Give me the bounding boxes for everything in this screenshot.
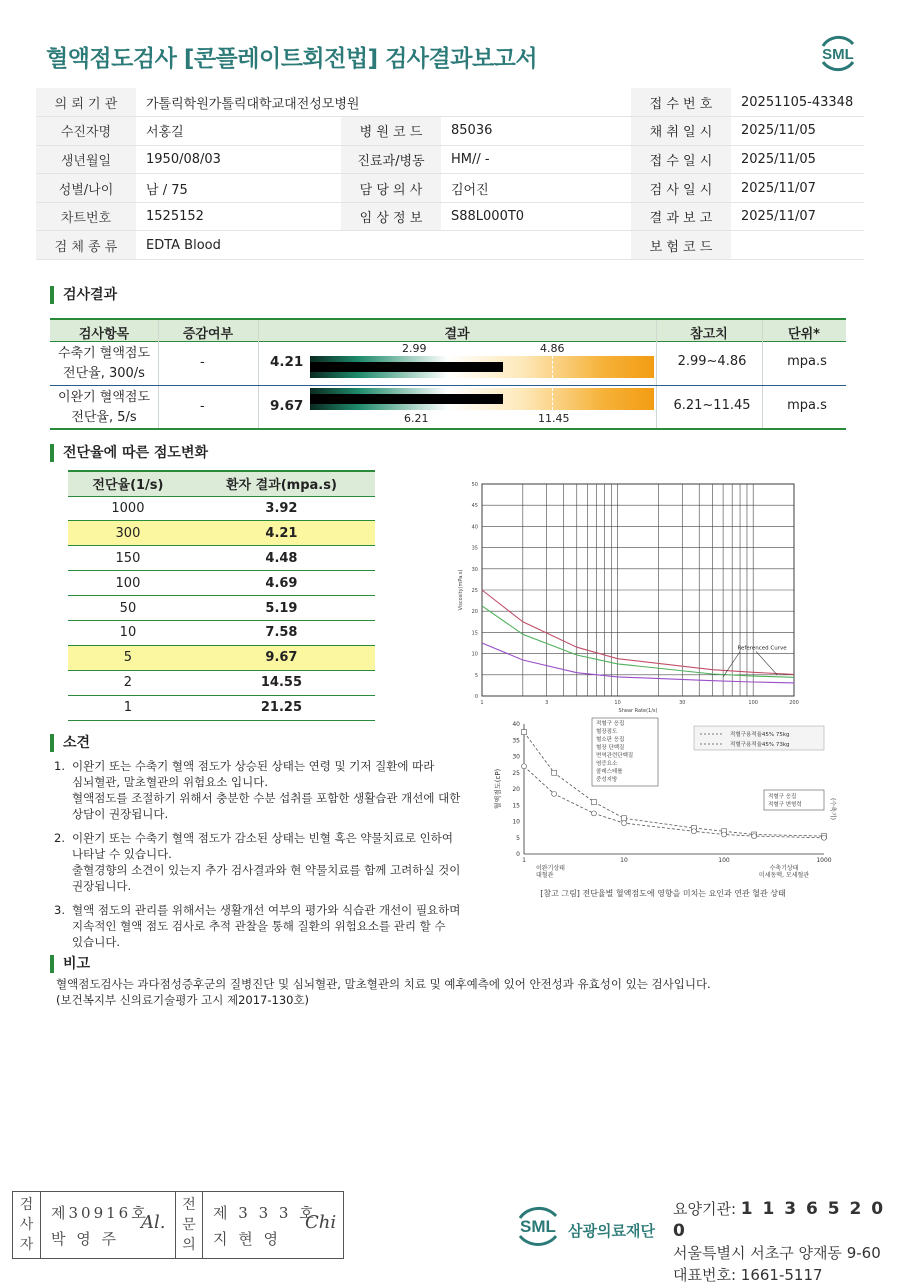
remark-section-title: 비고 (50, 955, 90, 973)
y-axis-label: Viscosity(mPa.s) (458, 569, 464, 611)
clinical-value: S88L000T0 (441, 202, 631, 231)
result-name: 수축기 혈액점도 전단율, 300/s (57, 346, 151, 381)
shear-rate: 1000 (68, 496, 188, 521)
result-row-diastolic (50, 386, 846, 430)
shear-rate: 150 (68, 546, 188, 571)
bar-high-label: 11.45 (538, 412, 570, 425)
dept-label: 진료과/병동 (341, 145, 441, 174)
y-tick-label: 20 (512, 786, 520, 793)
factor-label: 면역관련단백질 (596, 753, 634, 759)
specimen-label: 검 체 종 류 (36, 231, 136, 260)
data-point (691, 829, 696, 834)
shear-rate: 10 (68, 620, 188, 645)
result-change: - (200, 355, 205, 370)
data-point (722, 832, 727, 837)
x-tick-label: 200 (789, 700, 799, 706)
hospital-code-label: 병 원 코 드 (341, 117, 441, 146)
shear-value: 5.19 (188, 596, 375, 621)
inspector-signature: Al. (141, 1212, 166, 1233)
y-tick-label: 15 (471, 630, 478, 637)
clinical-label: 임 상 정 보 (341, 202, 441, 231)
x-tick-label: 1 (480, 700, 484, 706)
x-tick-label: 3 (545, 700, 549, 706)
shear-value: 14.55 (188, 670, 375, 695)
y-tick-label: 35 (512, 737, 520, 745)
shear-value: 21.25 (188, 695, 375, 720)
collect-date-value: 2025/11/05 (731, 117, 864, 146)
header-item: 검사항목 (78, 327, 130, 342)
receipt-no-label: 접 수 번 호 (631, 88, 731, 117)
shear-rate: 1 (68, 695, 188, 720)
shear-value: 4.69 (188, 571, 375, 596)
result-gauge (310, 388, 654, 410)
result-name: 이완기 혈액점도 전단율, 5/s (57, 390, 151, 425)
test-date-label: 검 사 일 시 (631, 174, 731, 203)
y-axis-label: 혈액점도(cP) (494, 768, 502, 810)
x-right-note: 미세동맥, 모세혈관 (758, 872, 810, 879)
y-tick-label: 25 (512, 769, 520, 777)
data-point (552, 791, 557, 796)
opinion-section-title: 소견 (50, 734, 90, 752)
report-date-label: 결 과 보 고 (631, 202, 731, 231)
x-tick-label: 1 (522, 857, 526, 864)
results-section-title: 검사결과 (50, 286, 117, 304)
y-tick-label: 15 (512, 802, 520, 810)
specialist-name: 지 현 영 (213, 1230, 282, 1248)
legend-label: 적혈구용적율45% 73kg (730, 742, 790, 748)
institution-value: 가톨릭학원가톨릭대학교대전성모병원 (136, 88, 631, 117)
bar-low-label: 6.21 (404, 412, 429, 425)
shear-row (68, 695, 375, 720)
y-tick-label: 40 (471, 524, 478, 531)
shear-value: 4.21 (188, 521, 375, 546)
right-factor-label: 적혈구 변형력 (768, 802, 802, 808)
sex-age-label: 성별/나이 (36, 174, 136, 203)
viscosity-chart (452, 478, 802, 718)
sex-age-value: 남 / 75 (136, 174, 341, 203)
patient-info-table (36, 88, 864, 260)
signature-stamp (12, 1191, 344, 1259)
inspector-no: 제30916호 (51, 1204, 149, 1222)
shear-table (68, 470, 375, 721)
data-point (591, 811, 596, 816)
hospital-code-value: 85036 (441, 117, 631, 146)
inspector-name: 박 영 주 (51, 1230, 120, 1248)
data-point (822, 835, 827, 840)
y-tick-label: 25 (471, 588, 478, 594)
y-tick-label: 30 (471, 566, 478, 573)
specimen-value: EDTA Blood (136, 231, 631, 260)
result-ref: 2.99~4.86 (677, 354, 747, 369)
y-tick-label: 35 (471, 545, 478, 552)
result-unit: mpa.s (787, 398, 827, 413)
annotation-label: Referenced Curve (737, 645, 787, 652)
insurance-value (731, 231, 864, 260)
y-tick-label: 0 (474, 694, 478, 700)
opinion-item: 2. 이완기 또는 수축기 혈액 점도가 감소된 상태는 빈혈 혹은 약물치료로 인하여 나타날 수 있습니다. 출혈경향의 소견이 있는지 추가 검사결과와 현 약물치료를 함께 고려하실 것이 권장됩니다. (54, 831, 461, 893)
legend-label: 적혈구용적율45% 75kg (730, 732, 790, 738)
receipt-no-value: 20251105-43348 (731, 88, 864, 117)
result-value: 9.67 (270, 398, 304, 414)
factor-label: 혈소판 응집 (596, 737, 625, 743)
gauge-fill (310, 394, 503, 404)
svg-text:SML: SML (520, 1217, 556, 1236)
test-date-value: 2025/11/07 (731, 174, 864, 203)
institution-label: 의 뢰 기 관 (36, 88, 136, 117)
foundation-info: 요양기관: 1 1 3 6 5 2 0 0 서울특별시 서초구 양재동 9-60 대표번호: 1661-5117 (673, 1199, 886, 1284)
data-point (752, 834, 757, 839)
inspector-label: 검 사 자 (13, 1192, 41, 1258)
x-tick-label: 100 (718, 857, 730, 864)
right-factor-label: 적혈구 응집 (768, 794, 797, 800)
shear-rate: 300 (68, 521, 188, 546)
result-row-systolic (50, 342, 846, 386)
bar-high-label: 4.86 (540, 342, 565, 355)
foundation-logo-icon (512, 1200, 564, 1252)
shear-row (68, 596, 375, 621)
data-point (591, 800, 596, 805)
birth-value: 1950/08/03 (136, 145, 341, 174)
shear-row (68, 496, 375, 521)
data-point (622, 816, 627, 821)
shear-rate: 5 (68, 645, 188, 670)
data-point (552, 770, 557, 775)
shear-rate: 2 (68, 670, 188, 695)
report-date-value: 2025/11/07 (731, 202, 864, 231)
patient-value: 서홍길 (136, 117, 341, 146)
y-tick-label: 10 (471, 651, 478, 658)
data-point (522, 764, 527, 769)
header-change: 증감여부 (182, 327, 234, 342)
shear-rate: 50 (68, 596, 188, 621)
factor-label: 혈장 단백질 (596, 745, 625, 751)
y-tick-label: 50 (471, 482, 478, 488)
opinion-list (54, 758, 474, 958)
result-unit: mpa.s (787, 354, 827, 369)
doctor-value: 김어진 (441, 174, 631, 203)
result-change: - (200, 399, 205, 414)
remark-text: 혈액점도검사는 과다점성증후군의 질병진단 및 심뇌혈관, 말초혈관의 치료 및 예후예측에 있어 안전성과 유효성이 있는 검사입니다. (보건복지부 신의료기술평가 고시 제2017-130호) (56, 977, 711, 1007)
x-left-note: 이완기상태 (536, 865, 565, 872)
opinion-item: 1. 이완기 또는 수축기 혈액 점도가 상승된 상태는 연령 및 기저 질환에 따라 심뇌혈관, 말초혈관의 위험요소 입니다. 혈액점도를 조절하기 위해서 충분한 수분 섭취를 포함한 생활습관 개선에 대한 상담이 권장됩니다. (54, 759, 461, 821)
specialist-no: 제 3 3 3 호 (213, 1204, 317, 1222)
factor-label: 적혈구 응집 (596, 721, 625, 727)
shear-header-result: 환자 결과(mpa.s) (188, 471, 375, 496)
reference-chart (488, 716, 838, 904)
x-tick-label: 10 (614, 700, 621, 706)
dept-value: HM// - (441, 145, 631, 174)
results-table (50, 318, 846, 430)
bar-low-label: 2.99 (402, 342, 427, 355)
doctor-label: 담 당 의 사 (341, 174, 441, 203)
shear-value: 3.92 (188, 496, 375, 521)
shear-value: 4.48 (188, 546, 375, 571)
birth-label: 생년월일 (36, 145, 136, 174)
shear-row (68, 645, 375, 670)
receive-date-label: 접 수 일 시 (631, 145, 731, 174)
shear-row (68, 670, 375, 695)
shear-value: 7.58 (188, 620, 375, 645)
shear-section-title: 전단율에 따른 점도변화 (50, 444, 208, 462)
header-ref: 참고치 (690, 327, 728, 342)
svg-text:SML: SML (822, 46, 854, 63)
y-tick-label: 5 (516, 834, 520, 842)
factor-label: 콜레스테롤 (596, 769, 623, 775)
x-right-note: 수축기상태 (769, 865, 799, 872)
y-tick-label: 30 (512, 753, 520, 761)
foundation-name: 삼광의료재단 (568, 1222, 655, 1240)
data-point (622, 821, 627, 826)
gauge-fill (310, 362, 503, 372)
y-tick-label: 10 (512, 818, 520, 826)
result-value: 4.21 (270, 354, 304, 370)
header-unit: 단위* (788, 327, 820, 342)
shear-value: 9.67 (188, 645, 375, 670)
result-gauge (310, 356, 654, 378)
y-tick-label: 0 (516, 851, 520, 858)
shear-header-rate: 전단율(1/s) (68, 471, 188, 496)
x-tick-label: 100 (748, 700, 758, 706)
chart-no-value: 1525152 (136, 202, 341, 231)
chart-no-label: 차트번호 (36, 202, 136, 231)
right-axis-label: (수축기) (829, 797, 836, 821)
opinion-item: 3. 혈액 점도의 관리를 위해서는 생활개선 여부의 평가와 식습관 개선이 필요하며 지속적인 혈액 점도 검사로 추적 관찰을 통해 질환의 위험요소를 관리 할 수 있습니다. (54, 903, 461, 949)
x-tick-label: 30 (679, 700, 686, 706)
result-ref: 6.21~11.45 (673, 398, 751, 413)
x-axis-label: Shear Rate(1/s) (618, 708, 658, 714)
chart-caption: [참고 그림] 전단율별 혈액점도에 영향을 미치는 요인과 연관 혈관 상태 (540, 889, 786, 898)
x-tick-label: 10 (620, 857, 628, 864)
shear-row (68, 546, 375, 571)
collect-date-label: 채 취 일 시 (631, 117, 731, 146)
shear-rate: 100 (68, 571, 188, 596)
factor-label: 염증요소 (596, 761, 618, 767)
shear-row (68, 620, 375, 645)
y-tick-label: 5 (474, 672, 478, 679)
page-title: 혈액점도검사 [콘플레이트회전법] 검사결과보고서 (46, 46, 538, 72)
factor-label: 혈장점도 (596, 729, 618, 735)
x-left-note: 대혈관 (536, 872, 554, 879)
specialist-label: 전 문 의 (175, 1192, 203, 1258)
factor-label: 중성지방 (596, 777, 618, 783)
data-point (522, 730, 527, 735)
header-result: 결과 (444, 327, 470, 342)
y-tick-label: 20 (471, 609, 478, 616)
y-tick-label: 45 (471, 503, 478, 510)
results-header (50, 320, 846, 342)
specialist-signature: Chi (305, 1212, 337, 1233)
sml-logo-icon (815, 32, 861, 74)
x-tick-label: 1000 (816, 857, 832, 864)
receive-date-value: 2025/11/05 (731, 145, 864, 174)
shear-row (68, 571, 375, 596)
insurance-label: 보 험 코 드 (631, 231, 731, 260)
y-tick-label: 40 (512, 721, 520, 728)
shear-row (68, 521, 375, 546)
patient-label: 수진자명 (36, 117, 136, 146)
